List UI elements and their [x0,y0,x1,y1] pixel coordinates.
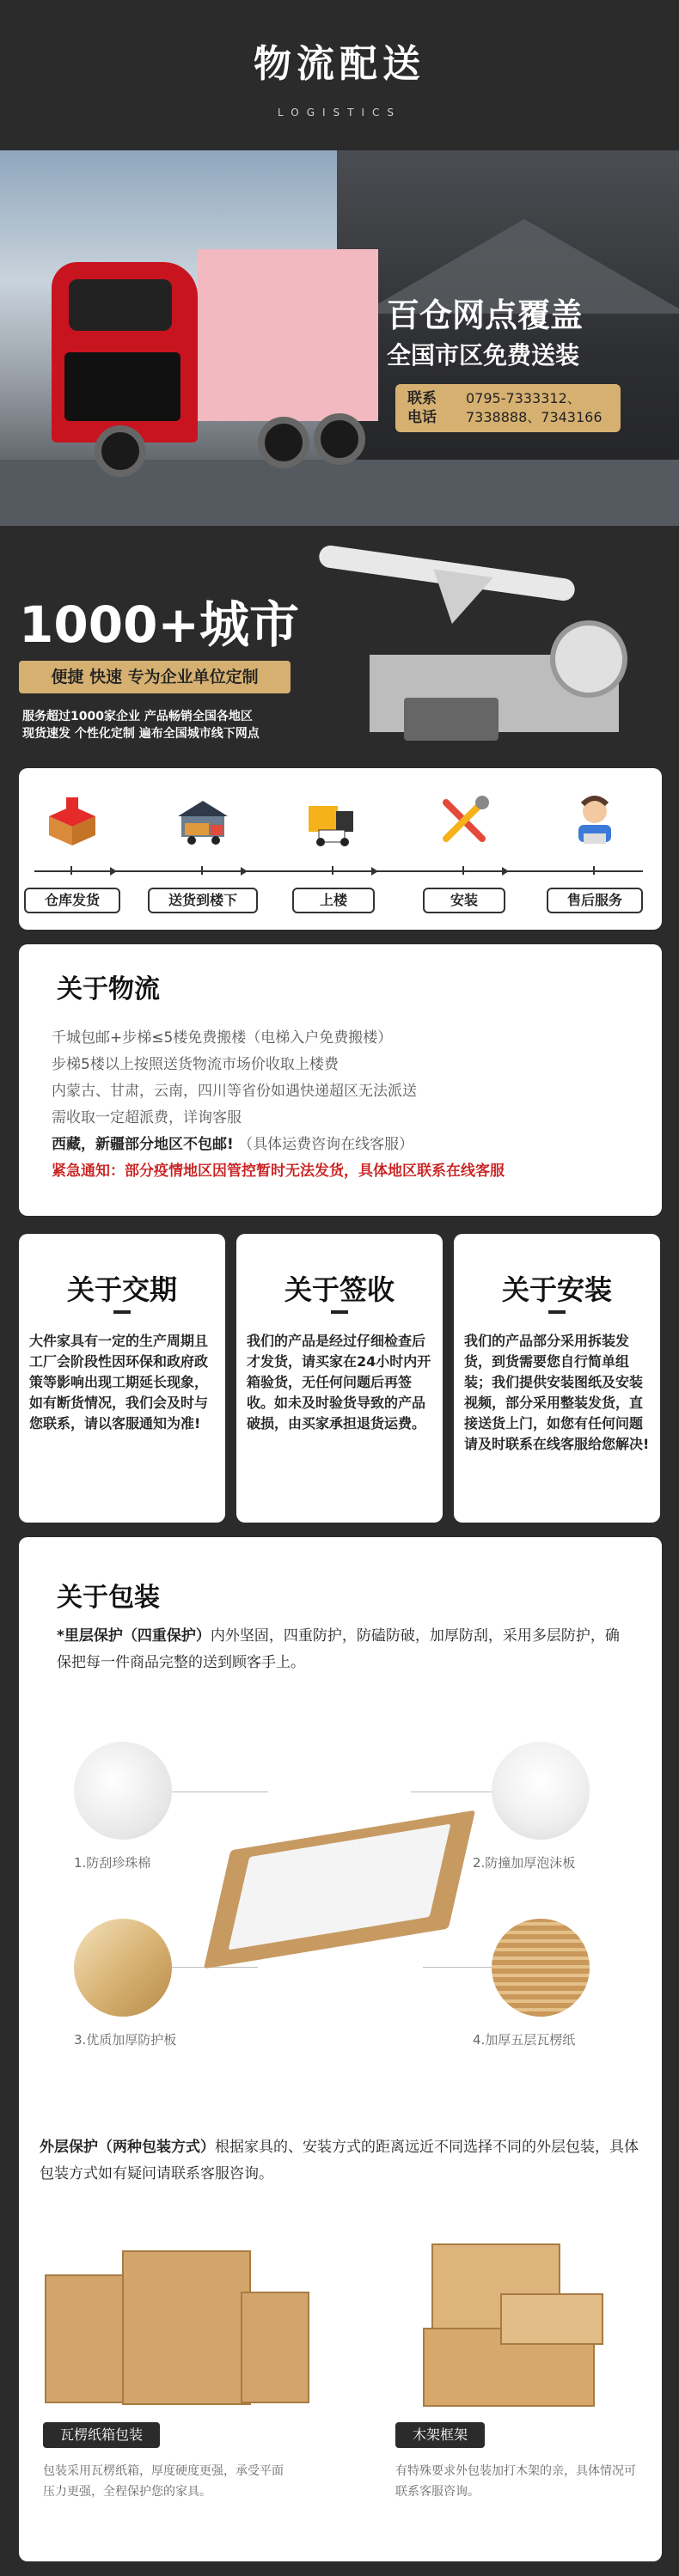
contact-phone-2[interactable]: 7338888、7343166 [466,409,603,425]
courier-icon [303,791,364,851]
about-delivery-time-card [19,1234,225,1523]
logistics-line: 千城包邮+步梯≤5楼免费搬楼（电梯入户免费搬楼） [52,1029,393,1047]
column-title: 关于交期 [66,1273,177,1306]
about-signing-card [236,1234,443,1523]
truck-trailer-graphic [198,249,378,421]
title-underline [113,1310,131,1314]
stopwatch-icon [550,620,627,698]
logistics-bold-note: （具体运费咨询在线客服） [238,1136,414,1153]
corrugated-paper-image [492,1919,590,2017]
inner-protection-label: *里层保护（四重保护） [57,1627,211,1645]
carton-box-image [241,2292,309,2403]
column-body: 我们的产品是经过仔细检查后才发货，请买家在24小时内开箱验货，无任何问题后再签收。如未及时验货导致的产品破损，由买家承担退货运费。 [247,1333,431,1431]
layer-label: 2.防撞加厚泡沫板 [473,1855,576,1871]
about-logistics-card [19,944,662,1216]
city-count-headline: 1000+城市 [19,595,300,654]
protective-board-image [74,1919,172,2017]
step-label: 售后服务 [547,888,643,913]
delivery-truck-icon [173,791,233,851]
wooden-frame-label: 木架框架 [395,2422,485,2448]
truck-windshield-graphic [69,279,172,331]
step-label: 仓库发货 [24,888,120,913]
title-underline [548,1310,566,1314]
wooden-frame-desc: 有特殊要求外包装加打木架的亲，具体情况可联系客服咨询。 [395,2464,636,2499]
urgent-notice: 紧急通知：部分疫情地区因管控暂时无法发货，具体地区联系在线客服 [52,1163,505,1180]
column-title: 关于安装 [501,1273,612,1306]
section-title: 关于包装 [57,1583,160,1613]
page-title: 物流配送 [254,42,425,86]
delivery-truck-graphic [404,698,499,741]
outer-protection-text [40,2134,641,2188]
outer-protection-label: 外层保护（两种包装方式） [40,2139,215,2156]
wooden-crate-image [500,2293,603,2345]
carton-packing-desc: 包装采用瓦楞纸箱，厚度硬度更强，承受平面压力更强，全程保护您的家具。 [43,2464,284,2499]
logistics-bold-text: 西藏，新疆部分地区不包邮! [52,1136,234,1153]
airplane-wing-graphic [426,569,493,628]
carton-packing-label: 瓦楞纸箱包装 [43,2422,160,2448]
tools-icon [434,791,494,851]
truck-wheel-graphic [95,425,146,477]
service-steps-panel [19,768,662,930]
customer-service-icon [565,791,625,851]
contact-box [395,384,621,432]
city-description [22,708,260,742]
truck-wheel-graphic [258,417,309,468]
inner-protection-desc: 内外坚固，四重防护，防磕防破，加厚防刮，采用多层防护，确保把每一件商品完整的送到顾客手上。 [57,1627,620,1671]
step-install [411,768,517,930]
layer-label: 4.加厚五层瓦楞纸 [473,2032,576,2048]
page-subtitle: LOGISTICS [277,107,402,119]
step-label: 安装 [423,888,505,913]
title-underline [331,1310,348,1314]
column-body: 我们的产品部分采用拆装发货，到货需要您自行简单组装；我们提供安装图纸及安装视频，部分采用整装发货，直接送货上门，如您有任何问题请及时联系在线客服给您解决! [464,1333,650,1452]
foam-board-image [492,1742,590,1840]
logistics-line: 步梯5楼以上按照送货物流市场价收取上楼费 [52,1056,339,1073]
hero-headline: 百仓网点覆盖 [387,296,584,334]
step-upstairs [280,768,387,930]
step-label: 送货到楼下 [148,888,258,913]
column-body: 大件家具有一定的生产周期且工厂会阶段性因环保和政府政策等影响出现工期延长现象，如有断货情况，我们会及时与您联系，请以客服通知为准! [29,1333,209,1431]
logistics-line: 内蒙古、甘肃，云南，四川等省份如遇快递超区无法派送 [52,1083,417,1100]
layer-label: 3.优质加厚防护板 [74,2032,177,2048]
page-header [0,0,679,150]
about-packaging-card [19,1537,662,2561]
step-delivery [150,768,256,930]
step-warehouse [19,768,125,930]
step-label: 上楼 [292,888,375,913]
pearl-cotton-image [74,1742,172,1840]
hero-subheadline: 全国市区免费送装 [387,341,580,369]
city-desc-line-1: 服务超过1000家企业 产品畅销全国各地区 [22,710,253,723]
outer-protection-desc: 根据家具的、安装方式的距离远近不同选择不同的外层包装，具体包装方式如有疑问请联系客服咨询。 [40,2139,639,2182]
about-installation-card [454,1234,660,1523]
warehouse-box-icon [42,791,102,851]
contact-label: 联系电话 [407,390,437,426]
truck-grill-graphic [64,352,180,421]
section-title: 关于物流 [57,974,160,1004]
layer-label: 1.防刮珍珠棉 [74,1855,151,1871]
truck-wheel-graphic [314,413,365,465]
city-tagline: 便捷 快速 专为企业单位定制 [19,661,291,693]
logistics-bold-line [52,1132,413,1153]
step-after-sales [541,768,648,930]
column-title: 关于签收 [284,1273,395,1306]
city-desc-line-2: 现货速发 个性化定制 遍布全国城市线下网点 [22,727,260,741]
logistics-line: 需收取一定超派费，详询客服 [52,1109,242,1126]
contact-phone-1[interactable]: 0795-7333312、 [466,390,581,406]
connector-line [423,1967,492,1968]
inner-protection-text [57,1623,633,1676]
city-coverage-section [0,526,679,752]
carton-box-image [122,2250,251,2405]
